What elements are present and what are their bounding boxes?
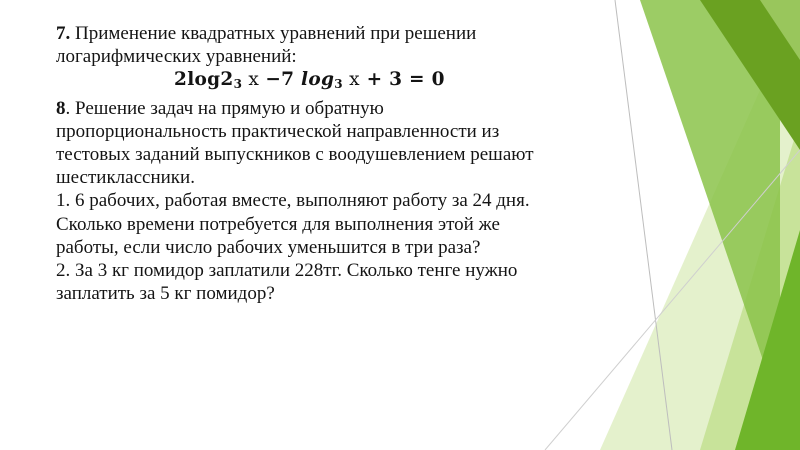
eq-log2: log <box>301 69 335 91</box>
task1-line2: Сколько времени потребуется для выполнения этой же <box>56 213 500 235</box>
item7-line2: логарифмических уравнений: <box>56 46 297 68</box>
item7-line1 <box>56 22 666 45</box>
task1-line1: 1. 6 рабочих, работая вместе, выполняют работу за 24 дня. <box>56 190 530 212</box>
eq-minus7: −7 <box>265 69 302 91</box>
item8-number: 8 <box>56 97 66 119</box>
item8-line3: тестовых заданий выпускников с воодушевлением решают <box>56 144 534 166</box>
item7-number: 7. <box>56 23 71 44</box>
item8-text1: . Решение задач на прямую и обратную <box>65 97 384 119</box>
task2-line1: 2. За 3 кг помидор заплатили 228тг. Сколько тенге нужно <box>56 260 518 282</box>
logarithm-equation <box>56 68 666 96</box>
eq-sub2: 3 <box>334 77 343 92</box>
slide-text <box>56 22 666 305</box>
eq-sub1: 3 <box>233 77 243 92</box>
task2-line2: заплатить за 5 кг помидор? <box>56 283 275 305</box>
eq-coef1: 2 <box>174 69 188 91</box>
item7-text1: Применение квадратных уравнений при решении <box>75 23 477 44</box>
eq-rest: + 3 = 0 <box>359 69 445 91</box>
item8-line1 <box>56 97 666 120</box>
task1-line3: работы, если число рабочих уменьшится в три раза? <box>56 236 481 258</box>
eq-log1: log2 <box>187 69 234 91</box>
eq-var1: x <box>242 69 266 91</box>
item8-line2: пропорциональность практической направленности из <box>56 120 500 142</box>
eq-var2: x <box>342 69 360 91</box>
item8-line4: шестиклассники. <box>56 167 195 189</box>
